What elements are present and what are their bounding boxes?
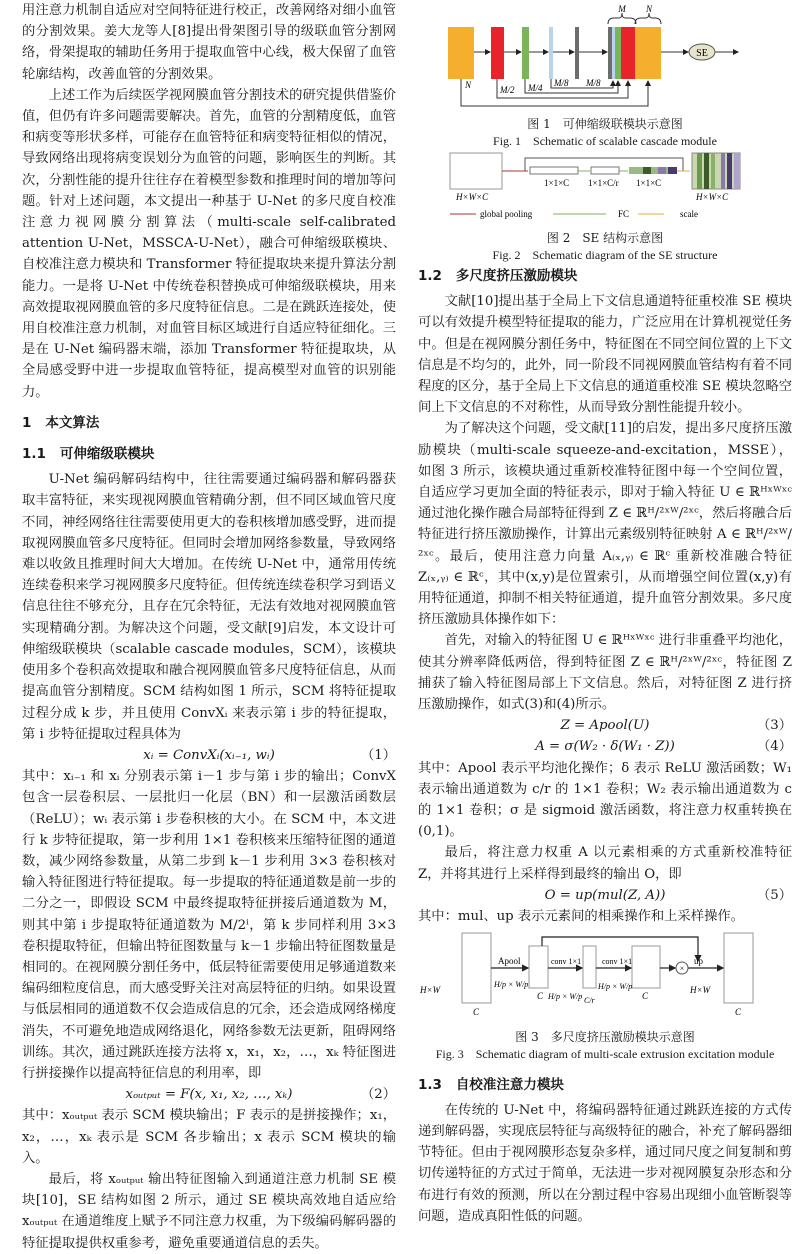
paragraph: 首先，对输入的特征图 U ∈ ℝᴴˣᵂˣᶜ 进行非重叠平均池化，使其分辨率降低两倍，得到特征图 Z ∈ ℝᴴ/²ˣᵂ/²ˣᶜ，特征图 Z 捕获了输入特征图局部上下文信息。然后，对特征图 Z 进行挤压激励操作，如式(3)和(4)所示。 <box>418 633 792 713</box>
label-output: H×W×C <box>696 192 729 202</box>
vector-3 <box>629 167 677 174</box>
output-map <box>724 933 753 1003</box>
left-column <box>22 0 396 1254</box>
label-m: M <box>618 4 626 14</box>
paragraph: 用注意力机制自适应对空间特征进行校正，改善网络对细小血管的分割效果。姜大龙等人[8]提出骨架图引导的级联血管分割网络，骨架提取的辅助任务用于提取血管中心线，极大保留了血管轮廓结构，改善血管的分割效果。 <box>22 3 396 82</box>
concat-green <box>615 27 621 79</box>
label-output-c: C <box>735 1007 742 1018</box>
fig1-diagram <box>418 0 792 112</box>
input-block <box>448 27 474 79</box>
legend-pool: global pooling <box>480 209 533 219</box>
equation-body: O = up(mul(Z, A)) <box>544 887 666 903</box>
paragraph: U-Net 编码解码结构中，往往需要通过编码器和解码器获取丰富特征，来实现视网膜血管精确分割，但不同区域血管尺度不同，神经网络往往需要使用更大的卷积核增加感受野，进而提取视网膜血管多尺度特征。但同时会增加网络参数量，导致网络难以收敛且推理时间大大增加。在传统 U-Net 中，通常用传统连续卷积来学习视网膜多尺度特征。但传统连续卷积学习到语义信息往往不够充分，且存在冗余特征，无法有效地对视网膜血管实现精确分割。为解决这个问题，受文献[9]启发，本文设计可伸缩级联模块（scalable cascade modules，SCM），该模块使用多个卷积高效提取和融合视网膜血管多尺度特征信息，从而提高血管分割精度。SCM 结构如图 1 所示，SCM 将特征提取过程分成 k 步，并且使用 ConvXᵢ 来表示第 i 步的特征提取，第 i 步特征提取过程具体为 <box>22 472 396 742</box>
label-vector-1: 1×1×C <box>544 178 570 188</box>
label-input: H×W×C <box>456 192 489 202</box>
label-output-hw: H×W <box>690 985 711 996</box>
concat-red <box>621 27 635 79</box>
label-c3: C <box>642 991 649 1002</box>
concat-blue <box>612 27 615 79</box>
equation-body: Z = Apool(U) <box>560 718 650 734</box>
equation-4 <box>418 736 792 757</box>
section-heading-1-3 <box>418 1075 792 1096</box>
equation-number: （2） <box>360 1087 396 1103</box>
fig1-caption-cn: 图 1 可伸缩级联模块示意图 <box>527 117 683 131</box>
label-size-2: H/p × W/p <box>548 992 583 1002</box>
section-title: 可伸缩级联模块 <box>59 446 155 463</box>
label-vector-2: 1×1×C/r <box>588 178 619 188</box>
pooled-map <box>529 946 548 988</box>
section-number: 1 <box>22 414 32 431</box>
step2-block <box>522 27 529 79</box>
equation-body: xₒᵤₜₚᵤₜ = F(x, x₁, x₂, …, xₖ) <box>125 1087 293 1103</box>
concat-orange <box>635 27 661 79</box>
equation-5 <box>418 885 792 906</box>
label-up: up <box>694 956 703 967</box>
label-c1: C <box>537 991 544 1002</box>
equation-2 <box>22 1084 396 1105</box>
equation-body: xᵢ = ConvXᵢ(xᵢ₋₁, wᵢ) <box>143 747 275 763</box>
se-output-block <box>692 153 740 189</box>
concat-gray <box>608 27 612 79</box>
section-number: 1.2 <box>418 268 442 284</box>
label-m8: M/8 <box>554 78 569 88</box>
section-title: 多尺度挤压激励模块 <box>455 268 578 284</box>
section-title: 本文算法 <box>45 414 100 431</box>
legend-fc: FC <box>618 209 630 219</box>
fig3-caption-cn: 图 3 多尺度挤压激励模块示意图 <box>515 1029 695 1044</box>
figure-1 <box>418 0 792 150</box>
label-conv2: conv 1×1 <box>602 957 633 967</box>
step3-block <box>549 27 553 79</box>
section-number: 1.3 <box>418 1076 442 1093</box>
label-m4: M/4 <box>528 83 543 93</box>
equation-number: （3） <box>756 718 792 734</box>
section-heading-1-1 <box>22 444 396 465</box>
paragraph: 其中：Apool 表示平均池化操作；δ 表示 ReLU 激活函数；W₁ 表示输出通道数为 c/r 的 1×1 卷积；W₂ 表示输出通道数为 c 的 1×1 卷积；σ 是 sigmoid 激活函数，将注意力权重转换在(0,1)。 <box>418 760 792 840</box>
excited-map <box>632 946 660 988</box>
fig3-diagram <box>418 931 792 1021</box>
label-conv1: conv 1×1 <box>551 957 582 967</box>
fig2-caption-en: Fig. 2 Schematic diagram of the SE structure <box>492 248 718 262</box>
section-number: 1.1 <box>22 446 46 463</box>
figure-3 <box>418 931 792 1062</box>
step4-block <box>575 27 579 79</box>
label-n: N <box>465 80 472 90</box>
squeezed-map <box>583 946 596 988</box>
multiply-label: × <box>679 964 685 974</box>
section-title: 自校准注意力模块 <box>455 1076 564 1093</box>
fig2-diagram <box>418 150 792 226</box>
right-column <box>418 262 792 1227</box>
paragraph: 在传统的 U-Net 中，将编码器特征通过跳跃连接的方式传递到解码器，实现底层特征与高级特征的融合，补充了解码器细节特征。但由于视网膜形态复杂多样，通过同尺度之间复制和剪切传递特征的方式过于简单，无法进一步对视网膜复杂形态和分布进行有效的预测，所以在分割过程中容易出现细小血管断裂等问题，造成真阳性低的问题。 <box>418 1102 792 1224</box>
label-m8: M/8 <box>586 78 601 88</box>
figure-2 <box>418 150 792 264</box>
label-n-top: N <box>645 4 653 14</box>
step1-block <box>491 27 504 79</box>
legend-scale: scale <box>680 209 698 219</box>
paragraph: 最后，将 xₒᵤₜₚᵤₜ 输出特征图输入到通道注意力机制 SE 模块[10]，SE 结构如图 2 所示，通过 SE 模块高效地自适应给 xₒᵤₜₚᵤₜ 在通道维度上赋予不同注意力权重，为下级编码解码器的特征提取提供权重参考，避免重要通道信息的丢失。 <box>22 1171 396 1251</box>
paragraph: 文献[10]提出基于全局上下文信息通道特征重校准 SE 模块可以有效提升模型特征提取的能力，广泛应用在计算机视觉任务中。但是在视网膜分割任务中，特征图在不同空间位置的上下文信息是不均匀的，此外，同一阶段不同视网膜血管结构有着不同程度的区分，基于全局上下文信息的通道重校准 SE 模块忽略空间上下文信息的不对称性，从而导致分割性能提升较小。 <box>418 294 792 416</box>
fig2-caption-cn: 图 2 SE 结构示意图 <box>546 231 664 245</box>
paragraph: 上述工作为后续医学视网膜血管分割技术的研究提供借鉴价值，但仍有许多问题需要解决。首先，血管的分割精度低，血管和病变等形状多样，可能存在血管特征和病变特征相似的情况，导致网络出现将病变误划分为血管的问题，影响医生的判断。其次，分割性能的提升往往存在着模型参数和推理时间的增加等问题。针对上述问题，本文提出一种基于 U-Net 的多尺度自校准注意力视网膜分割算法（multi-scale self-calibrated attention U-Net，MSSCA-U-Net），融合可伸缩级联模块、自校准注意力模块和 Transformer 特征提取块来提升算法分割能力。一是将 U-Net 中传统卷积替换成可伸缩级联模块，用来高效提取视网膜血管的多尺度特征信息。二是在跳跃连接处，使用自校准注意力机制，对血管目标区域进行自适应特征细化。三是在 U-Net 编码器末端，添加 Transformer 特征提取块，从全局感受野中进一步提取血管特征，提高模型对血管的识别能力。 <box>22 87 396 400</box>
fig1-caption-en: Fig. 1 Schematic of scalable cascade module <box>493 134 717 148</box>
label-vector-3: 1×1×C <box>636 178 662 188</box>
paragraph: 其中：mul、up 表示元素间的相乘操作和上采样操作。 <box>418 909 744 925</box>
label-size-3: H/p × W/p <box>598 982 633 992</box>
label-c2: C/r <box>584 996 595 1006</box>
input-map <box>462 933 491 1003</box>
paragraph: 其中：xₒᵤₜₚᵤₜ 表示 SCM 模块输出；F 表示的是拼接操作；x₁，x₂，…，xₖ 表示是 SCM 各步输出；x 表示 SCM 模块的输入。 <box>22 1108 396 1166</box>
brace-n <box>635 13 661 24</box>
label-apool: Apool <box>498 956 521 967</box>
equation-number: （1） <box>360 747 396 763</box>
label-input-c: C <box>473 1007 480 1018</box>
label-m2: M/2 <box>500 85 515 95</box>
vector-1 <box>530 167 578 174</box>
equation-body: A = σ(W₂ · δ(W₁ · Z)) <box>535 739 675 755</box>
se-input-block <box>450 153 502 189</box>
label-size-1: H/p × W/p <box>494 980 529 990</box>
equation-number: （5） <box>756 887 792 903</box>
paragraph: 为了解决这个问题，受文献[11]的启发，提出多尺度挤压激励模块（multi-scale squeeze-and-excitation，MSSE），如图 3 所示，该模块通过重新校准特征图中每一个空间位置，自适应学习更加全面的特征表示，即对于输入特征 U ∈ ℝᴴˣᵂˣᶜ 通过池化操作融合局部特征得到 Z ∈ ℝᴴ/²ˣᵂ/²ˣᶜ，然后将融合后特征进行挤压激励操作，计算出元素级别特征映射 A ∈ ℝᴴ/²ˣᵂ/²ˣᶜ。最后，使用注意力向量 A₍ₓ,ᵧ₎ ∈ ℝᶜ 重新校准融合特征 Z₍ₓ,ᵧ₎ ∈ ℝᶜ，其中(x,y)是位置索引，从而增强空间位置(x,y)有用特征通道，抑制不相关特征通道，提升血管分割效果。多尺度挤压激励具体操作如下： <box>418 421 792 628</box>
equation-1 <box>22 745 396 766</box>
fig3-caption-en: Fig. 3 Schematic diagram of multi-scale extrusion excitation module <box>435 1046 775 1061</box>
paragraph: 最后，将注意力权重 A 以元素相乘的方式重新校准特征 Z，并将其进行上采样得到最终的输出 O，即 <box>418 845 792 882</box>
section-heading-1 <box>22 413 396 434</box>
brace-m <box>608 13 636 24</box>
se-label: SE <box>696 48 708 59</box>
equation-3 <box>418 715 792 736</box>
vector-2 <box>591 167 619 174</box>
equation-number: （4） <box>756 739 792 755</box>
label-input-hw: H×W <box>420 985 441 996</box>
section-heading-1-2 <box>418 266 792 287</box>
paragraph: 其中：xᵢ₋₁ 和 xᵢ 分别表示第 i－1 步与第 i 步的输出；ConvX 包含一层卷积层、一层批归一化层（BN）和一层激活函数层（ReLU）；wᵢ 表示第 i 步卷积核的大小。在 SCM 中，本文进行 k 步特征提取，第一步利用 1×1 卷积核来压缩特征图的通道数，减少网络参数量，从第二步到 k－1 步利用 3×3 卷积核对输入特征图进行特征提取。每一步提取的特征通道数是前一步的二分之一，即假设 SCM 中最终提取特征拼接后通道数为 M，则其中第 i 步提取特征通道数为 M/2ⁱ，第 k 步同样利用 3×3 卷积提取特征，但输出特征图数量与 k－1 步输出特征图数量是相同的。在视网膜分割任务中，低层特征需要使用足够通道数来编码细粒度信息，而大感受野关注对高层特征的归纳。如果设置与低层相同的通道数不仅会造成信息的冗余，还会造成网络梯度消失，不可避免地造成网络退化，网络参数无法更新，阻碍网络训练。其次，通过跳跃连接方法将 x，x₁，x₂，…，xₖ 特征图进行拼接操作以提高特征信息的利用率，即 <box>22 769 396 1081</box>
